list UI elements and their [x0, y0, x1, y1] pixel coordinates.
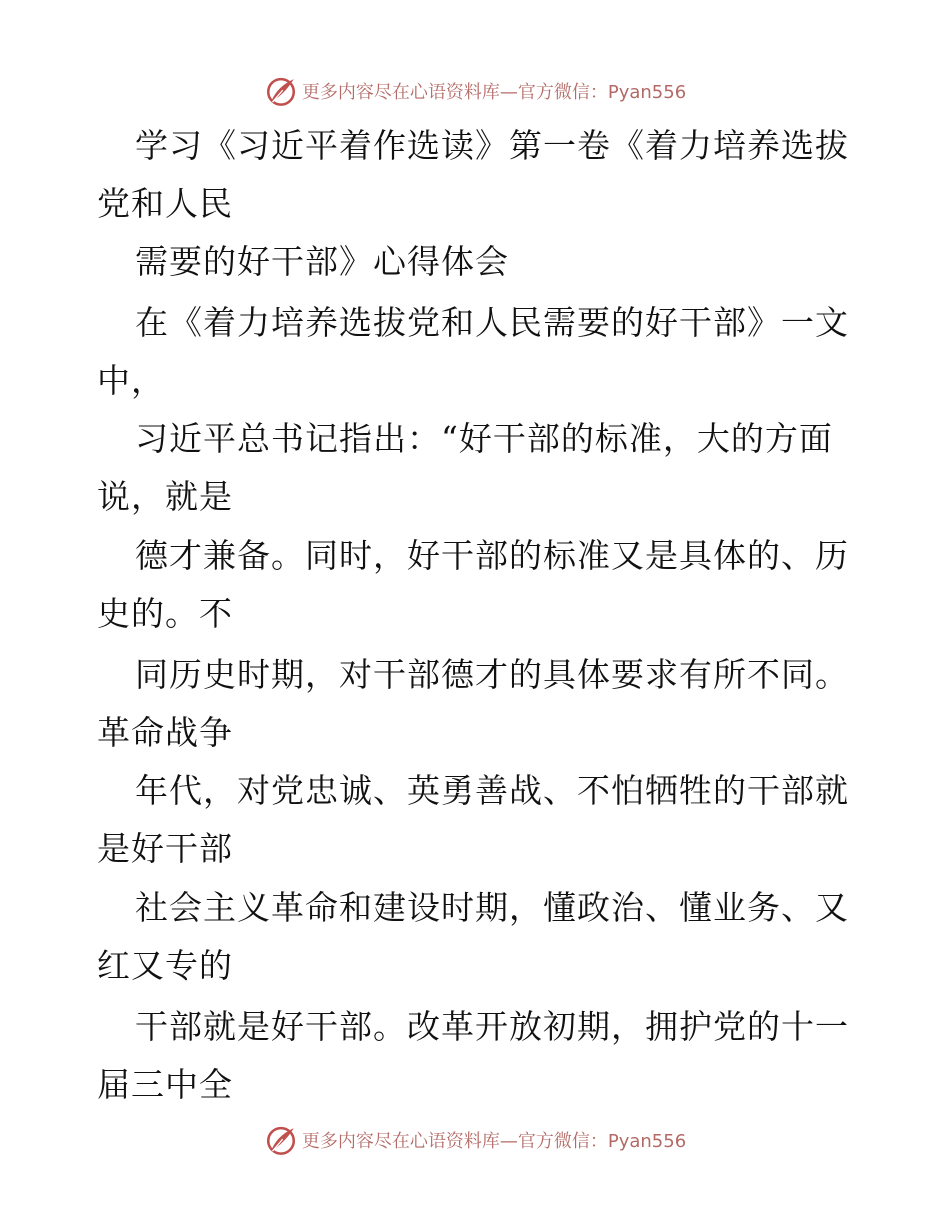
paragraph-line: 同历史时期，对干部德才的具体要求有所不同。 [135, 655, 849, 694]
paragraph-line: 社会主义革命和建设时期，懂政治、懂业务、又 [135, 888, 849, 927]
paragraph-line: 说，就是 [97, 477, 233, 516]
feather-logo-icon [264, 74, 298, 108]
header-watermark-banner [0, 71, 950, 111]
paragraph-line: 干部就是好干部。改革开放初期，拥护党的十一 [135, 1007, 849, 1046]
paragraph-line: 是好干部 [97, 829, 233, 868]
paragraph-line: 革命战争 [97, 713, 233, 752]
banner-text: 更多内容尽在心语资料库—官方微信：Pyan556 [301, 82, 687, 103]
paragraph-line: 红又专的 [97, 946, 233, 985]
paragraph-line: 学习《习近平着作选读》第一卷《着力培养选拔 [135, 126, 849, 165]
paragraph-line: 史的。不 [97, 594, 233, 633]
banner-text: 更多内容尽在心语资料库—官方微信：Pyan556 [301, 1131, 687, 1152]
paragraph-line: 届三中全 [97, 1065, 233, 1104]
paragraph-line: 需要的好干部》心得体会 [135, 242, 509, 281]
footer-watermark-banner [0, 1120, 950, 1160]
paragraph-line: 在《着力培养选拔党和人民需要的好干部》一文 [135, 303, 849, 342]
paragraph-line: 年代，对党忠诚、英勇善战、不怕牺牲的干部就 [135, 771, 849, 810]
feather-logo-icon [264, 1123, 298, 1157]
paragraph-line: 习近平总书记指出：“好干部的标准，大的方面 [135, 419, 833, 458]
paragraph-line: 德才兼备。同时，好干部的标准又是具体的、历 [135, 536, 849, 575]
paragraph-line: 中， [97, 361, 165, 400]
paragraph-line: 党和人民 [97, 184, 233, 223]
